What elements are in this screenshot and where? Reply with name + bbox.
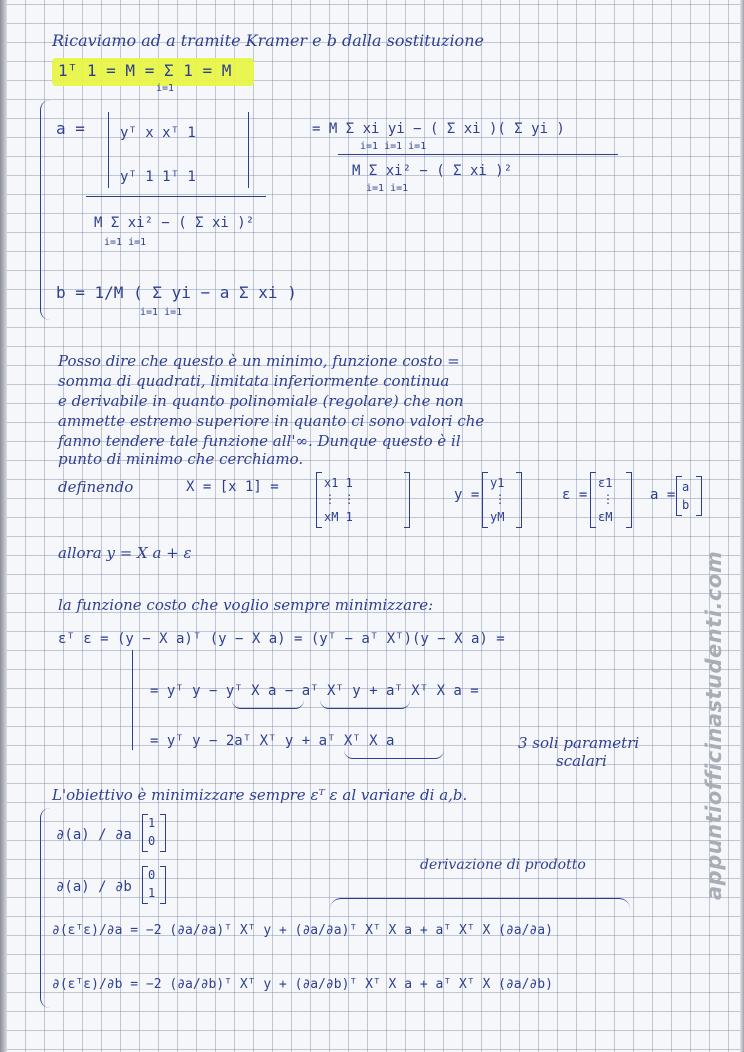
a-rhs-numerator-sub: i=1 i=1 i=1: [360, 141, 427, 152]
derivative-note: derivazione di prodotto: [420, 857, 586, 873]
a-rhs-denominator-sub: i=1 i=1: [366, 183, 409, 194]
y-vector-row-2: ⋮: [494, 492, 506, 506]
grouping-curve-3: [344, 750, 444, 759]
gradient-a: ∂(εᵀε)/∂a = −2 (∂a/∂a)ᵀ Xᵀ y + (∂a/∂a)ᵀ Xᵀ X a + aᵀ Xᵀ X (∂a/∂a): [52, 923, 553, 938]
a-fraction-bar: [86, 196, 266, 197]
cost-line-1: εᵀ ε = (y − X a)ᵀ (y − X a) = (yᵀ − aᵀ Xᵀ)(y − X a) =: [58, 631, 505, 647]
highlighted-equation: 1ᵀ 1 = M = Σ 1 = M: [58, 61, 232, 80]
a-vector-row-1: a: [682, 480, 690, 494]
epsilon-vector-row-3: εM: [598, 510, 613, 524]
a-rhs-numerator: = M Σ xi yi − ( Σ xi )( Σ yi ): [312, 121, 565, 137]
cost-intro: la funzione costo che voglio sempre minimizzare:: [58, 596, 434, 614]
gradient-b: ∂(εᵀε)/∂b = −2 (∂a/∂b)ᵀ Xᵀ y + (∂a/∂b)ᵀ Xᵀ X a + aᵀ Xᵀ X (∂a/∂b): [52, 977, 553, 992]
a-denominator: M Σ xi² − ( Σ xi )²: [94, 215, 255, 231]
a-denominator-sub: i=1 i=1: [104, 237, 147, 248]
det-right-bar: [248, 112, 249, 188]
paragraph-line-6: punto di minimo che cerchiamo.: [58, 450, 304, 468]
y-vector-left-bracket: [482, 472, 488, 528]
page-left-edge: [0, 0, 7, 1052]
y-vector-right-bracket: [516, 472, 522, 528]
X-definition: X = [x 1] =: [186, 479, 279, 495]
objective-line: L'obiettivo è minimizzare sempre εᵀ ε al variare di a,b.: [52, 786, 468, 804]
system-brace: [40, 100, 51, 320]
epsilon-definition: ε =: [562, 487, 588, 503]
y-vector-row-3: yM: [490, 510, 505, 524]
partial-a-lhs: ∂(a) / ∂a: [56, 827, 132, 843]
paragraph-line-2: somma di quadrati, limitata inferiormente continua: [58, 372, 450, 390]
epsilon-vector-row-1: ε1: [598, 476, 613, 490]
epsilon-vector-right-bracket: [626, 472, 632, 528]
grouping-curve-2: [320, 700, 410, 709]
grouping-curve-1: [232, 700, 304, 709]
epsilon-vector-left-bracket: [590, 472, 596, 528]
paragraph-line-5: fanno tendere tale funzione all'∞. Dunque questo è il: [58, 432, 461, 450]
partial-a-rhs-bottom: 0: [148, 834, 156, 848]
det-left-bar: [108, 112, 109, 188]
det-row-1: yᵀ x xᵀ 1: [120, 125, 196, 141]
paragraph-line-3: e derivabile in quanto polinomiale (regolare) che non: [58, 392, 464, 410]
b-formula-sub: i=1 i=1: [140, 307, 183, 318]
epsilon-vector-row-2: ⋮: [602, 492, 614, 506]
a-vector-definition: a =: [650, 487, 676, 503]
title-line: Ricaviamo ad a tramite Kramer e b dalla sostituzione: [52, 31, 484, 50]
cost-line-2: = yᵀ y − yᵀ X a − aᵀ Xᵀ y + aᵀ Xᵀ X a =: [150, 683, 479, 699]
derivative-grouping-arc: [330, 898, 630, 909]
scalars-note-2: scalari: [556, 752, 607, 770]
highlighted-equation-sub: i=1: [156, 83, 175, 94]
X-matrix-row-2: ⋮ ⋮: [324, 492, 356, 506]
a-vector-row-2: b: [682, 498, 690, 512]
watermark: appuntiofficinastudenti.com: [702, 550, 726, 900]
det-row-2: yᵀ 1 1ᵀ 1: [120, 169, 196, 185]
a-rhs-fraction-bar: [338, 154, 618, 155]
y-vector-row-1: y1: [490, 476, 505, 490]
X-matrix-right-bracket: [404, 472, 410, 528]
b-formula: b = 1/M ( Σ yi − a Σ xi ): [56, 283, 297, 302]
a-lhs: a =: [56, 119, 85, 138]
X-matrix-left-bracket: [316, 472, 322, 528]
page-right-edge: [740, 0, 744, 1052]
scalars-note-1: 3 soli parametri: [518, 734, 640, 752]
y-definition: y =: [454, 487, 480, 503]
partial-a-right-bracket: [160, 814, 166, 852]
partial-b-rhs-top: 0: [148, 868, 156, 882]
paragraph-line-4: ammette estremo superiore in quanto ci sono valori che: [58, 412, 485, 430]
a-vector-right-bracket: [696, 476, 702, 516]
cost-derivation-guide: [132, 650, 133, 750]
defining-label: definendo: [58, 478, 134, 496]
derivatives-brace: [40, 808, 51, 1008]
a-rhs-denominator: M Σ xi² − ( Σ xi )²: [352, 163, 513, 179]
X-matrix-row-1: x1 1: [324, 476, 353, 490]
partial-b-right-bracket: [160, 866, 166, 904]
then-line: allora y = X a + ε: [58, 544, 192, 562]
paragraph-line-1: Posso dire che questo è un minimo, funzione costo =: [58, 352, 460, 370]
partial-b-rhs-bottom: 1: [148, 886, 156, 900]
partial-a-rhs-top: 1: [148, 816, 156, 830]
cost-line-3: = yᵀ y − 2aᵀ Xᵀ y + aᵀ Xᵀ X a: [150, 733, 395, 749]
partial-b-lhs: ∂(a) / ∂b: [56, 879, 132, 895]
X-matrix-row-3: xM 1: [324, 510, 353, 524]
